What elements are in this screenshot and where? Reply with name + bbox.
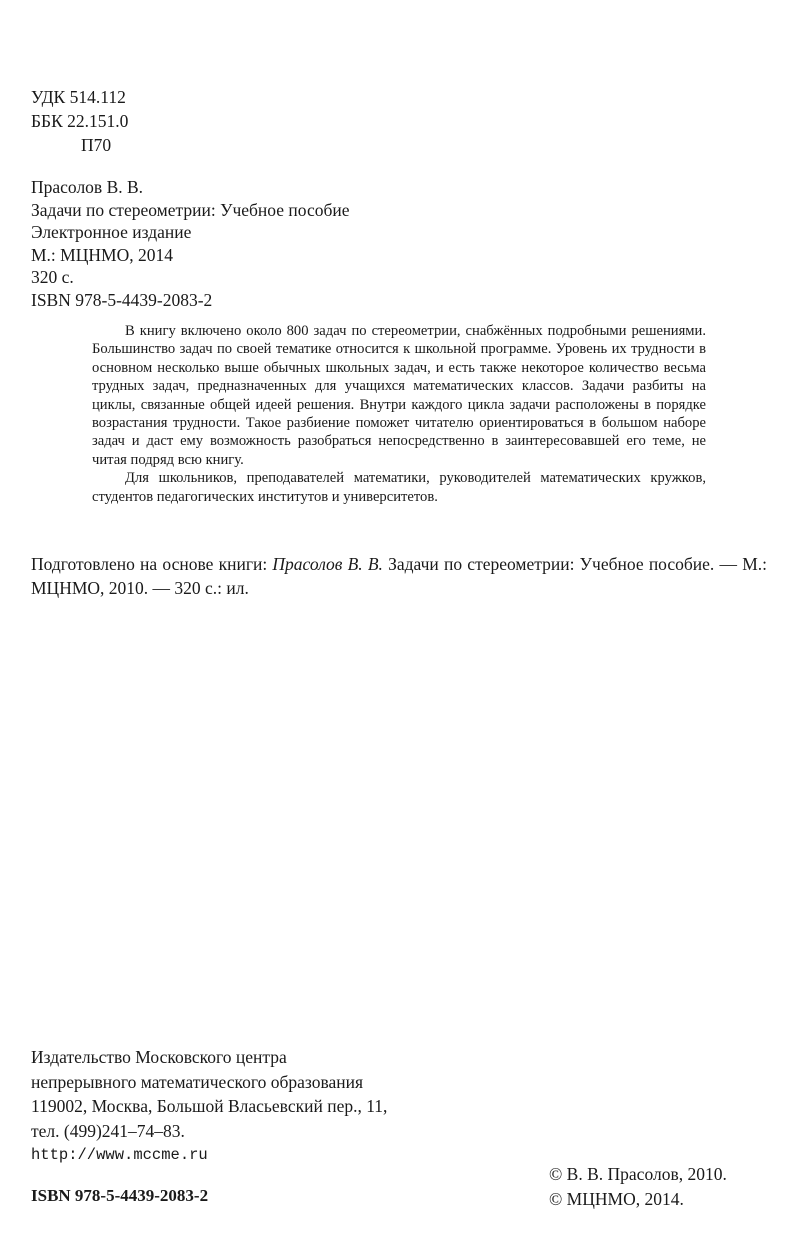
annotation-audience: Для школьников, преподавателей математики, руководителей математических кружков, студентов педагогических институтов и университетов. — [92, 470, 706, 505]
source-note-rest: Задачи по стереометрии: Учебное пособие. — М.: МЦНМО, 2010. — 320 с.: ил. — [31, 554, 767, 598]
classification-block — [31, 85, 128, 157]
publisher-name-line1: Издательство Московского центра — [31, 1047, 287, 1067]
copyright-author: © В. В. Прасолов, 2010. — [549, 1164, 727, 1184]
bibliographic-record — [31, 176, 350, 311]
source-note — [31, 553, 767, 600]
book-author: Прасолов В. В. — [31, 177, 144, 197]
source-note-prefix: Подготовлено на основе книги: — [31, 554, 273, 574]
publisher-name-line2: непрерывного математического образования — [31, 1071, 364, 1092]
publisher-phone: тел. (499)241–74–83. — [31, 1120, 185, 1141]
isbn-footer: ISBN 978-5-4439-2083-2 — [31, 1186, 209, 1205]
author-mark: П70 — [81, 135, 112, 155]
source-note-text — [31, 553, 767, 600]
annotation — [92, 322, 706, 506]
book-edition: Электронное издание — [31, 222, 192, 242]
udk-code: УДК 514.112 — [31, 87, 126, 107]
book-pages: 320 с. — [31, 267, 74, 287]
publisher-url[interactable]: http://www.mccme.ru — [31, 1146, 208, 1164]
book-title: Задачи по стереометрии: Учебное пособие — [31, 199, 350, 220]
bbk-code: ББК 22.151.0 — [31, 111, 129, 131]
annotation-paragraph: В книгу включено около 800 задач по стереометрии, снабжённых подробными решениями. Большинство задач по своей тематике относится к школьной программе. Уровень их трудности в основном несколько выше обычных школьных задач, и есть также некоторое количество весьма трудных задач, предназначенных для учащихся математических классов. Задачи разбиты на циклы, связанные общей идеей решения. Внутри каждого цикла задачи расположены в порядке возрастания трудности. Такое разбиение поможет читателю ориентироваться в большом наборе задач и даст ему возможность разобраться непосредственно в заинтересовавшей его теме, не читая подряд всю книгу. — [92, 323, 706, 468]
publisher-address: 119002, Москва, Большой Власьевский пер., 11, — [31, 1096, 388, 1116]
publisher-info — [31, 1045, 387, 1168]
copyright-block — [549, 1162, 727, 1211]
source-author: Прасолов В. В. — [272, 554, 383, 574]
copyright-publisher: © МЦНМО, 2014. — [549, 1188, 684, 1209]
book-imprint: М.: МЦНМО, 2014 — [31, 244, 173, 265]
book-isbn: ISBN 978-5-4439-2083-2 — [31, 289, 213, 310]
